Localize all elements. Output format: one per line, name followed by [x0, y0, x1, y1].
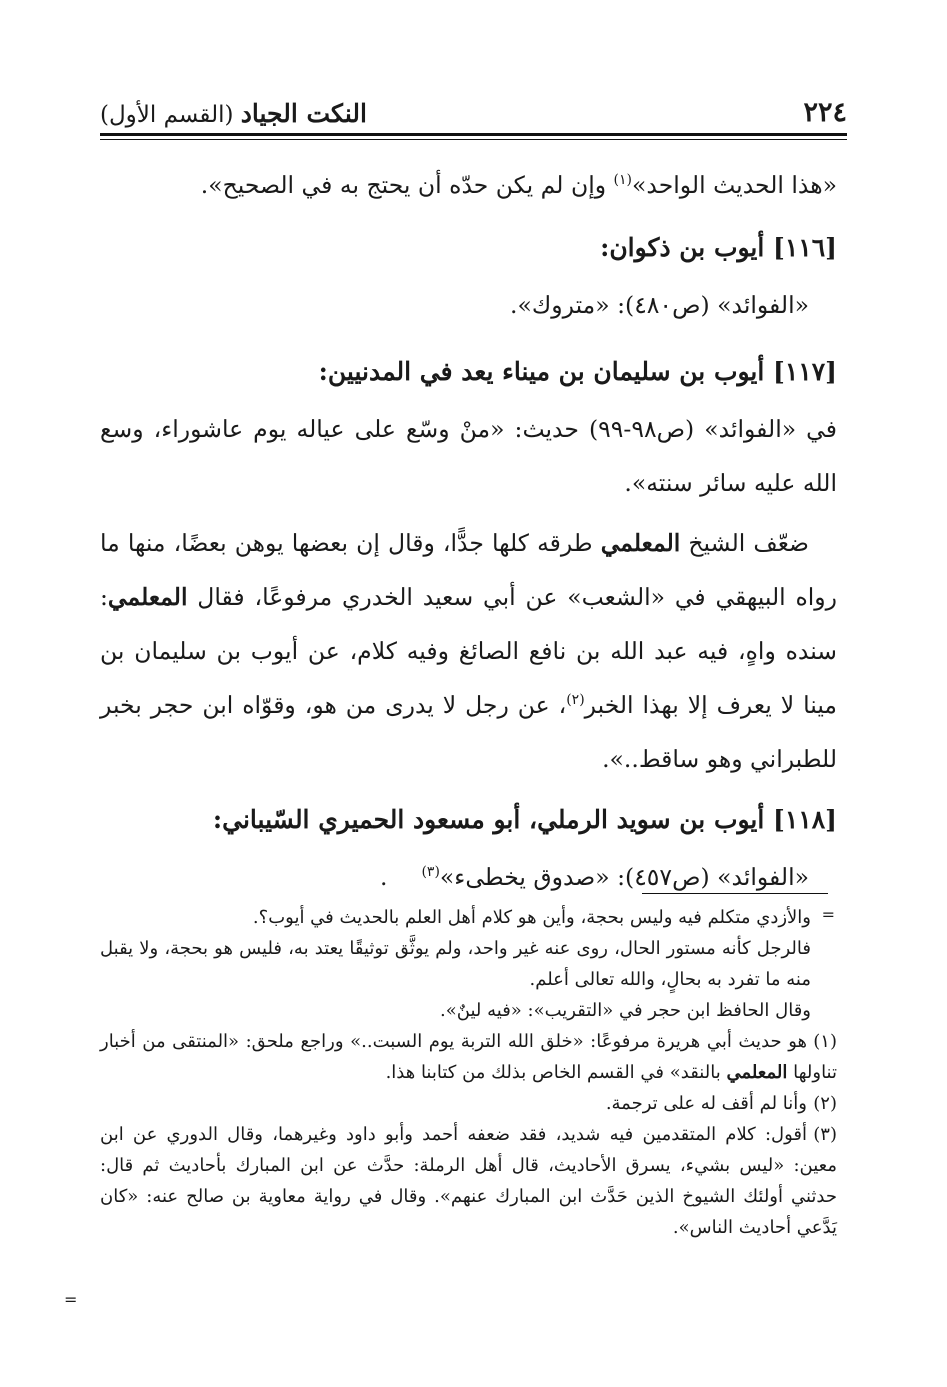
footnote-1-seg2: بالنقد» في القسم الخاص بذلك من كتابنا هذا.: [385, 1062, 727, 1083]
scholar-name: المعلمي: [726, 1062, 788, 1083]
footnote-number: (١): [813, 1031, 837, 1052]
footnote-separator: [642, 893, 828, 894]
entry-text-117: في «الفوائد» (ص٩٨-٩٩) حديث: «منْ وسّع على عياله يوم عاشوراء، وسع الله عليه سائر سنته».: [100, 415, 838, 497]
footnote-2-text: وأنا لم أقف له على ترجمة.: [605, 1093, 807, 1114]
continuation-paragraph: [100, 158, 837, 212]
footnote-2: [100, 1088, 837, 1119]
entry-118-quote: «الفوائد» (ص٤٥٧): «صدوق يخطىء»: [439, 863, 809, 891]
header-rule-thick: [100, 133, 847, 136]
footnote-number: (٣): [813, 1124, 837, 1145]
entry-heading-116: [١١٦] أيوب بن ذكوان:: [600, 233, 837, 262]
running-head: [100, 88, 847, 128]
discussion-seg3: : سنده واهٍ، فيه عبد الله بن نافع الصائغ وفيه كلام، عن أيوب بن سليمان بن مينا لا يعرف إلا بهذا الخبر: [100, 583, 837, 719]
discussion-seg1: ضعّف الشيخ: [680, 529, 809, 557]
footnote-ref-1[interactable]: (١): [613, 172, 633, 189]
footnote-continuation-line: وقال الحافظ ابن حجر في «التقريب»: «فيه لينٌ».: [440, 1000, 811, 1021]
margin-mark: =: [64, 1290, 78, 1309]
book-title-main: النكت الجياد: [240, 99, 367, 128]
footnote-continuation-line: والأزدي متكلم فيه وليس بحجة، وأين هو كلام أهل العلم بالحديث في أيوب؟.: [252, 907, 811, 928]
footnote-ref-3[interactable]: (٣): [421, 864, 440, 881]
entry-text-118: [100, 850, 837, 904]
book-title: [100, 99, 367, 128]
scholar-name: المعلمي: [600, 529, 681, 557]
page-number: ٢٢٤: [803, 97, 847, 128]
footnote-continuation-line: فالرجل كأنه مستور الحال، روى عنه غير واحد، ولم يوثَّق توثيقًا يعتد به، فليس هو بحجة، ولا يقبل منه ما تفرد به بحالٍ، والله تعالى أعلم.: [100, 938, 811, 990]
footnote-number: (٢): [813, 1093, 837, 1114]
discussion-paragraph: [100, 516, 837, 786]
scholar-name: المعلمي: [107, 583, 188, 611]
book-title-subtitle: (القسم الأول): [100, 102, 234, 128]
continuation-marker: =: [821, 905, 835, 924]
main-text: [100, 158, 837, 904]
footnote-3-text: أقول: كلام المتقدمين فيه شديد، فقد ضعفه أحمد وأبو داود وغيرهما، وقال الدوري عن ابن معين: «ليس بشيء، يسرق الأحاديث، قال أهل الرملة: حدَّث عن ابن المبارك بأحاديث ثم قال: حدثني أولئك الشيوخ الذين حَدَّث ابن المبارك عنهم». وقال في رواية معاوية بن صالح عنه: «كان يَدَّعي أحاديث الناس».: [100, 1124, 837, 1238]
discussion-seg4: ، عن رجل لا يدرى من هو، وقوّاه ابن حجر بخبر للطبراني وهو ساقط..».: [100, 691, 837, 773]
header-rule-thin: [100, 139, 847, 140]
continuation-quote: «هذا الحديث الواحد»: [632, 171, 837, 199]
footnotes: [100, 902, 837, 1243]
footnote-1-seg1: هو حديث أبي هريرة مرفوعًا: «خلق الله التربة يوم السبت..» وراجع ملحق: «المنتقى من أخبار تناولها: [100, 1031, 837, 1083]
discussion-seg2: طرقه كلها جدًّا، وقال إن بعضها يوهن بعضًا، منها ما رواه البيهقي في «الشعب» عن أبي سعيد الخدري مرفوعًا، فقال: [100, 529, 837, 611]
footnote-3: [100, 1119, 837, 1243]
entry-text-116: «الفوائد» (ص٤٨٠): «متروك».: [510, 291, 809, 319]
entry-heading-118: [١١٨] أيوب بن سويد الرملي، أبو مسعود الحميري السّيباني:: [212, 805, 837, 834]
footnote-ref-2[interactable]: (٢): [566, 692, 585, 709]
footnote-1: [100, 1026, 837, 1088]
continuation-rest: وإن لم يكن حدّه أن يحتج به في الصحيح».: [200, 171, 614, 199]
entry-heading-117: [١١٧] أيوب بن سليمان بن ميناء يعد في المدنيين:: [318, 357, 837, 386]
entry-118-end: .: [379, 863, 388, 891]
